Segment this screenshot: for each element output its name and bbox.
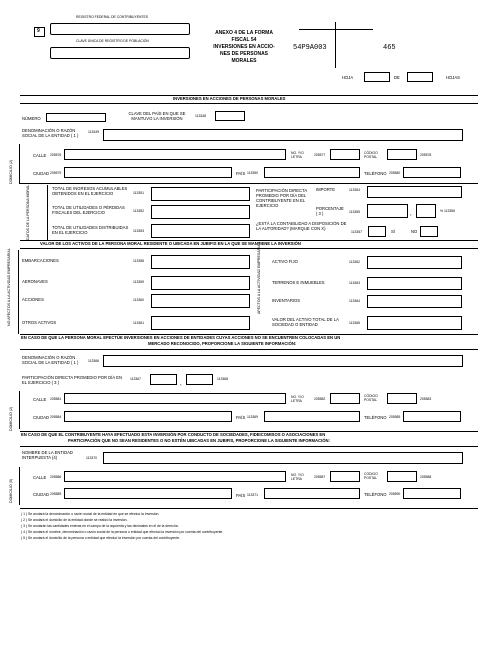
divider bbox=[18, 250, 19, 334]
hoja-field[interactable] bbox=[364, 72, 390, 82]
contabilidad-label: ¿ESTÁ LA CONTABILIDAD A DISPOSICIÓN DE LA AUTORIDAD? (MARQUE CON X) bbox=[256, 221, 347, 231]
importe-code: 113354 bbox=[349, 188, 361, 192]
no-letra4-label: NO. Y/O LETRA bbox=[291, 473, 304, 481]
section2-title: VALOR DE LOS ACTIVOS DE LA PERSONA MORAL RESIDENTE O UBICADA EN JUBIFIS EN LA QUE SE MANTIENE LA INVERSIÓN bbox=[40, 241, 301, 246]
hoja-label: HOJA bbox=[342, 75, 354, 80]
hojas-field[interactable] bbox=[407, 72, 433, 82]
rfc-label: REGISTRO FEDERAL DE CONTRIBUYENTES bbox=[76, 15, 149, 19]
porcentaje-code: 113355 bbox=[349, 210, 361, 214]
utilidades-label: TOTAL DE UTILIDADES O PÉRDIDAS FISCALES DEL EJERCICIO bbox=[52, 205, 125, 215]
telefono3-code: 205585 bbox=[389, 415, 401, 419]
utilidades-code: 113352 bbox=[133, 209, 145, 213]
calle-label: CALLE bbox=[33, 153, 47, 158]
section4-title-line2: PARTICIPACIÓN QUE NO SEAN RESIDENTES O NO ESTÉN UBICADAS EN JUBIFIS, PROPORCIONE LA SIGUIENTE INFORMACIÓN: bbox=[68, 438, 330, 443]
divider bbox=[19, 391, 20, 429]
decimal-point: , bbox=[410, 211, 412, 217]
inventarios-label: INVENTARIOS bbox=[272, 298, 301, 303]
footnotes bbox=[21, 511, 223, 541]
ingresos-code: 113351 bbox=[133, 191, 145, 195]
si-label: SÍ bbox=[391, 229, 395, 234]
divider bbox=[20, 508, 478, 509]
nombre4-code: 113370 bbox=[86, 456, 98, 460]
page-number: 9 bbox=[37, 28, 40, 34]
porcentaje-decimal-field[interactable] bbox=[416, 204, 436, 218]
no-label: NO bbox=[411, 229, 418, 234]
ciudad4-label: CIUDAD bbox=[33, 492, 50, 497]
participacion3-decimal-code: 113368 bbox=[217, 377, 229, 381]
cp4-field[interactable] bbox=[387, 471, 417, 482]
divider bbox=[47, 185, 48, 240]
participacion3-decimal-field[interactable] bbox=[186, 374, 213, 385]
denominacion3-field[interactable] bbox=[103, 355, 463, 367]
inventarios-code: 113364 bbox=[349, 299, 361, 303]
calle4-field[interactable] bbox=[64, 471, 286, 482]
telefono4-field[interactable] bbox=[403, 488, 461, 499]
domicilio4-label: DOMICILIO (5) bbox=[9, 478, 13, 503]
clave-pais-label: CLAVE DEL PAÍS EN QUE SE MANTUVO LA INVERSIÓN bbox=[128, 111, 186, 121]
porcentaje-field[interactable] bbox=[367, 204, 408, 218]
acciones-label: ACCIONES bbox=[22, 297, 44, 302]
cp-field[interactable] bbox=[387, 149, 417, 160]
cp4-label: CÓDIGO POSTAL bbox=[364, 472, 378, 480]
calle3-label: CALLE bbox=[33, 397, 47, 402]
acciones-field[interactable] bbox=[151, 294, 250, 308]
nombre4-label: NOMBRE DE LA ENTIDAD INTERPUESTA (4) bbox=[22, 450, 73, 460]
participacion3-label: PARTICIPACIÓN DIRECTA PROMEDIO POR DÍA EN EL EJERCICIO ( 3 ) bbox=[22, 375, 122, 385]
calle4-code: 205586 bbox=[50, 475, 62, 479]
participacion-label: PARTICIPACIÓN DIRECTA PROMEDIO POR DÍA DEL CONTRIBUYENTE EN EL EJERCICIO bbox=[256, 188, 307, 208]
divider bbox=[20, 446, 478, 447]
footnote: ( 2 ) Se anotará el domicilio de la entidad donde se realizó la inversión. bbox=[21, 518, 128, 522]
no-letra-label: NO. Y/O LETRA bbox=[291, 151, 304, 159]
no-code: 205577 bbox=[314, 153, 326, 157]
pais4-code: 113371 bbox=[247, 493, 259, 497]
no-field[interactable] bbox=[330, 149, 360, 160]
embarcaciones-field[interactable] bbox=[151, 255, 250, 269]
calle3-field[interactable] bbox=[64, 393, 286, 404]
clave-pais-code: 113348 bbox=[195, 114, 207, 118]
otros-label: OTROS ACTIVOS bbox=[22, 320, 57, 325]
pais4-field[interactable] bbox=[264, 488, 360, 499]
cp3-field[interactable] bbox=[387, 393, 417, 404]
pais3-code: 113369 bbox=[247, 415, 259, 419]
numero-label: NÚMERO bbox=[22, 116, 41, 121]
porcentaje-decimal-code: % 113356 bbox=[440, 209, 456, 213]
footnote: ( 5 ) Se anotará el domicilio de la persona o entidad que efectuó la inversión por cuenta del contribuyente. bbox=[21, 536, 181, 540]
si-checkbox[interactable] bbox=[368, 226, 386, 237]
footnote: ( 1 ) Se anotará la denominación o razón social de la entidad en que se efectuó la inversión. bbox=[21, 512, 160, 516]
pais3-field[interactable] bbox=[264, 411, 360, 422]
ciudad4-field[interactable] bbox=[64, 488, 232, 499]
section3-title-line2: MERCADO RECONOCIDO, PROPORCIONE LA SIGUIENTE INFORMACIÓN: bbox=[148, 341, 297, 346]
cp-label: CÓDIGO POSTAL bbox=[364, 151, 378, 159]
telefono3-label: TELÉFONO bbox=[364, 415, 387, 420]
terrenos-label: TERRENOS E INMUEBLES bbox=[272, 280, 325, 285]
telefono-label: TELÉFONO bbox=[364, 171, 387, 176]
embarcaciones-code: 113358 bbox=[133, 259, 145, 263]
de-label: DE bbox=[394, 75, 400, 80]
section4-title-line1: EN CASO DE QUE EL CONTRIBUYENTE HAYA EFECTUADO ESTA INVERSIÓN POR CONDUCTO DE SOCIEDADES, FIDEICOMISOS O ASOCIACIONES EN bbox=[21, 432, 326, 437]
section3-title-line1: EN CASO DE QUE LA PERSONA MORAL EFECTÚE INVERSIONES EN ACCIONES DE ENTIDADES CUYAS ACCIONES NO SE ENCUENTREN COLOCADAS EN UN bbox=[21, 335, 341, 340]
no-letra3-label: NO. Y/O LETRA bbox=[291, 395, 304, 403]
footnote: ( 3 ) Se anotarán las cantidades enteras en el campo de la izquierda y las decimales en el de la derecha. bbox=[21, 524, 179, 528]
hojas-label: HOJAS bbox=[446, 75, 460, 80]
cp4-code: 205588 bbox=[420, 475, 432, 479]
numero-field[interactable] bbox=[46, 113, 106, 122]
divider bbox=[19, 467, 20, 505]
ingresos-label: TOTAL DE INGRESOS ACUMULABLES OBTENIDOS EN EL EJERCICIO bbox=[52, 186, 128, 196]
title-line: ANEXO 4 DE LA FORMA bbox=[215, 30, 273, 36]
calle3-code: 205581 bbox=[50, 397, 62, 401]
curp-field[interactable] bbox=[50, 47, 190, 59]
contabilidad-code: 113357 bbox=[351, 230, 363, 234]
distribuidas-field[interactable] bbox=[151, 224, 250, 238]
activo-fijo-field[interactable] bbox=[367, 256, 462, 269]
cp3-code: 205583 bbox=[420, 397, 432, 401]
ingresos-field[interactable] bbox=[151, 187, 250, 201]
calle-field[interactable] bbox=[64, 149, 286, 160]
divider bbox=[20, 248, 478, 249]
denominacion-label: DENOMINACIÓN O RAZÓN SOCIAL DE LA ENTIDAD ( 1 ) bbox=[22, 128, 79, 138]
calle4-label: CALLE bbox=[33, 475, 47, 480]
no3-field[interactable] bbox=[330, 393, 360, 404]
handwritten-folio: 54P9A003 bbox=[293, 44, 327, 52]
distribuidas-code: 113353 bbox=[133, 229, 145, 233]
otros-field[interactable] bbox=[151, 316, 250, 330]
divider bbox=[20, 349, 478, 350]
participacion3-code: 113367 bbox=[130, 377, 142, 381]
rfc-field[interactable] bbox=[50, 23, 190, 35]
pais3-label: PAÍS bbox=[236, 415, 246, 420]
aeronaves-code: 113359 bbox=[133, 280, 145, 284]
cp-code: 205578 bbox=[420, 153, 432, 157]
datos-label: DATOS DE LA PERSONA MORAL bbox=[26, 184, 30, 240]
telefono4-label: TELÉFONO bbox=[364, 492, 387, 497]
denominacion-code: 113349 bbox=[88, 130, 100, 134]
importe-label: IMPORTE bbox=[316, 187, 336, 192]
domicilio-label: DOMICILIO (2) bbox=[9, 159, 13, 184]
porcentaje-label: PORCENTAJE ( 3 ) bbox=[316, 206, 344, 216]
aeronaves-label: AERONAVES bbox=[22, 279, 48, 284]
terrenos-code: 113363 bbox=[349, 281, 361, 285]
ciudad3-label: CIUDAD bbox=[33, 415, 50, 420]
telefono-field[interactable] bbox=[403, 167, 461, 178]
clave-pais-field[interactable] bbox=[215, 111, 245, 121]
terrenos-field[interactable] bbox=[367, 277, 462, 290]
ciudad3-field[interactable] bbox=[64, 411, 232, 422]
denominacion3-label: DENOMINACIÓN O RAZÓN SOCIAL DE LA ENTIDAD ( 1 ) bbox=[22, 355, 79, 365]
ciudad-code: 205579 bbox=[50, 171, 62, 175]
title-line: MORALES bbox=[231, 58, 257, 64]
divider bbox=[20, 183, 478, 184]
activo-fijo-code: 113362 bbox=[349, 260, 361, 264]
pais4-label: PAÍS bbox=[236, 493, 246, 498]
section1-title: INVERSIONES EN ACCIONES DE PERSONAS MORALES bbox=[173, 96, 286, 101]
no4-field[interactable] bbox=[330, 471, 360, 482]
curp-label: CLAVE ÚNICA DE REGISTRO DE POBLACIÓN bbox=[76, 39, 149, 43]
aeronaves-field[interactable] bbox=[151, 276, 250, 290]
ciudad4-code: 205589 bbox=[50, 492, 62, 496]
acciones-code: 113360 bbox=[133, 298, 145, 302]
valor-total-field[interactable] bbox=[367, 316, 462, 330]
decimal-point: , bbox=[180, 381, 182, 387]
telefono-code: 205580 bbox=[389, 171, 401, 175]
calle-code: 205576 bbox=[50, 153, 62, 157]
embarcaciones-label: EMBARCACIONES bbox=[22, 258, 59, 263]
denominacion3-code: 113366 bbox=[88, 359, 100, 363]
participacion3-field[interactable] bbox=[150, 374, 177, 385]
ciudad-label: CIUDAD bbox=[33, 171, 50, 176]
pais-code: 113350 bbox=[247, 171, 259, 175]
handwritten-number: 465 bbox=[383, 44, 396, 52]
no3-code: 205582 bbox=[314, 397, 326, 401]
no4-code: 205587 bbox=[314, 475, 326, 479]
divider bbox=[19, 144, 20, 184]
no-checkbox[interactable] bbox=[420, 226, 438, 237]
denominacion-field[interactable] bbox=[103, 129, 463, 141]
domicilio3-label: DOMICILIO (2) bbox=[9, 406, 13, 431]
importe-field[interactable] bbox=[367, 186, 462, 198]
ciudad3-code: 205584 bbox=[50, 415, 62, 419]
utilidades-field[interactable] bbox=[151, 205, 250, 219]
cp3-label: CÓDIGO POSTAL bbox=[364, 394, 378, 402]
title-line: NES DE PERSONAS bbox=[219, 51, 269, 57]
footnote: ( 4 ) Se anotará el nombre, denominación o razón social de la persona o entidad que efectuó la inversión por cuenta del contribuyente. bbox=[21, 530, 224, 534]
telefono4-code: 205590 bbox=[389, 492, 401, 496]
title-line: FISCAL 54 bbox=[231, 37, 257, 43]
distribuidas-label: TOTAL DE UTILIDADES DISTRIBUIDAS EN EL EJERCICIO bbox=[52, 225, 129, 235]
valor-total-code: 113365 bbox=[349, 321, 361, 325]
afectos-label: AFECTOS A LA ACTIVIDAD EMPRESARIAL bbox=[257, 242, 261, 314]
stamp-post bbox=[335, 22, 336, 68]
no-afectos-label: NO AFECTOS A LA ACTIVIDAD EMPRESARIAL bbox=[7, 248, 11, 326]
ciudad-field[interactable] bbox=[64, 167, 232, 178]
inventarios-field[interactable] bbox=[367, 295, 462, 308]
activo-fijo-label: ACTIVO FIJO bbox=[272, 259, 298, 264]
telefono3-field[interactable] bbox=[403, 411, 461, 422]
pais-label: PAÍS bbox=[236, 171, 246, 176]
form-title bbox=[198, 30, 290, 65]
nombre4-field[interactable] bbox=[103, 452, 463, 464]
stamp-line bbox=[299, 29, 373, 30]
pais-field[interactable] bbox=[264, 167, 360, 178]
valor-total-label: VALOR DEL ACTIVO TOTAL DE LA SOCIEDAD O ENTIDAD bbox=[272, 317, 339, 327]
otros-code: 113361 bbox=[133, 321, 145, 325]
divider bbox=[20, 103, 478, 104]
title-line: INVERSIONES EN ACCIO- bbox=[213, 44, 275, 50]
